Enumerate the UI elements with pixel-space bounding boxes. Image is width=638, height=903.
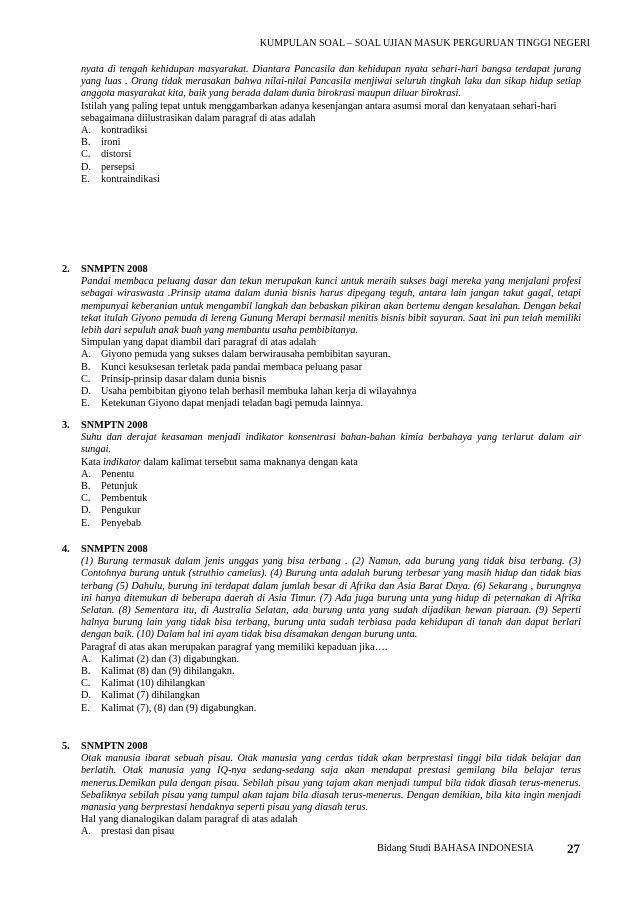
- question-stem: Kata indikator dalam kalimat tersebut sama maknanya dengan kata: [81, 456, 358, 468]
- question-stem: Hal yang dianalogikan dalam paragraf di atas adalah: [81, 814, 298, 826]
- options-list: [81, 654, 581, 715]
- page-header: KUMPULAN SOAL – SOAL UJIAN MASUK PERGURUAN TINGGI NEGERI: [259, 38, 590, 49]
- option: C. distorsi: [81, 149, 132, 161]
- question-number: 3.: [62, 420, 70, 431]
- option: C. Pembentuk: [81, 493, 148, 505]
- question-source: SNMPTN 2008: [81, 741, 148, 752]
- option: B. Kalimat (8) dan (9) dihilangakn.: [81, 666, 235, 678]
- options-list: [81, 469, 581, 530]
- page-number: 27: [567, 841, 580, 856]
- option: C. Kalimat (10) dihilangkan: [81, 678, 206, 690]
- option: B. ironi: [81, 137, 121, 149]
- option: E. Ketekunan Giyono dapat menjadi teladan bagi pemuda lainnya.: [81, 398, 363, 410]
- question-source: SNMPTN 2008: [81, 544, 148, 555]
- option: A. prestasi dan pisau: [81, 826, 175, 838]
- question-stem: Simpulan yang dapat diambil dari paragraf di atas adalah: [81, 337, 317, 349]
- question-stem: Istilah yang paling tepat untuk menggambarkan adanya kesenjangan antara asumsi moral dan kenyataan sehari-hari sebagaimana diilustrasikan dalam paragraf di atas adalah: [81, 100, 557, 124]
- passage: Pandai membaca peluang dasar dan tekun merupakan kunci untuk meraih sukses bagi mereka yang menjalani profesi sebagai wiraswasta .Prinsip utama dalam dunia bisnis harus dipegang teguh, antara lain jangan takut gagal, tetapi mempunyai keberanian untuk mengambil langkah dan bebaskan pikiran akan bertemu dengan kesalahan. Dengan bekal tekat itulah Giyono pemuda di lereng Gunung Merapi bermasil menitis bisnis bibit sayuran. Saat ini pun telah memiliki lebih dari sepuluh anak buah yang membantu usaha pembibitanya.: [81, 276, 581, 337]
- option: B. Kunci kesuksesan terletak pada pandai membaca peluang pasar: [81, 361, 363, 373]
- question-number: 4.: [62, 544, 70, 555]
- question-3: [62, 420, 581, 530]
- options-list: [81, 349, 581, 410]
- option: D. persepsi: [81, 161, 135, 173]
- option: D. Pengukur: [81, 505, 141, 517]
- option: E. kontraindikasi: [81, 173, 160, 185]
- footer-subject: Bidang Studi BAHASA INDONESIA: [376, 843, 534, 854]
- passage: nyata di tengah kehidupan masyarakat. Diantara Pancasila dan kehidupan nyata sehari-hari bangsa terdapat jurang yang luas . Orang tidak merasakan bahwa nilai-nilai Pancasila menjiwai seluruh tingkah laku dan sikap hidup setiap anggota masyarakat kita, baik yang berada dalam dunia birokrasi maupun diluar birokrasi.: [81, 64, 581, 100]
- question-source: SNMPTN 2008: [81, 420, 148, 431]
- question-stem: Paragraf di atas akan merupakan paragraf yang memiliki kepaduan jika….: [81, 641, 388, 653]
- option: E. Penyebab: [81, 517, 142, 529]
- options-list: [81, 125, 581, 186]
- options-list: [81, 826, 581, 838]
- passage: Suhu dan derajat keasaman menjadi indikator konsentrasi bahan-bahan kimia berbahaya yang terlarut dalam air sungai.: [81, 432, 581, 456]
- question-4: [62, 544, 581, 715]
- option: A. Giyono pemuda yang sukses dalam berwirausaha pembibitan sayuran.: [81, 349, 391, 361]
- option: A. Kalimat (2) dan (3) digabungkan.: [81, 653, 240, 665]
- highlighted-word: indikator: [103, 456, 141, 468]
- question-1-continuation: [81, 64, 581, 186]
- option: A. kontradiksi: [81, 125, 148, 137]
- option: D. Usaha pembibitan giyono telah berhasil membuka lahan kerja di wilayahnya: [81, 386, 417, 398]
- option: A. Penentu: [81, 468, 135, 480]
- option: C. Prinsip-prinsip dasar dalam dunia bisnis: [81, 373, 267, 385]
- question-source: SNMPTN 2008: [81, 264, 148, 275]
- question-5: [62, 741, 581, 839]
- option: E. Kalimat (7), (8) dan (9) digabungkan.: [81, 702, 257, 714]
- option: B. Petunjuk: [81, 481, 138, 493]
- question-number: 5.: [62, 741, 70, 752]
- question-number: 2.: [62, 264, 70, 275]
- question-2: [62, 264, 581, 410]
- passage: (1) Burung termasuk dalam jenis unggas yang bisa terbang . (2) Namun, ada burung yang tidak bisa terbang. (3) Contohnya burung untuk (struthio camelus). (4) Burung unta adalah burung terbesar yang masih hidup dan tidak bias terbang (5) Dahulu, burung ini terdapat dalam jumlah besar di Afrika dan Asia Barat Daya. (6) Sekarang , burungnya ini hanya ditemukan di beberapa daerah di Asia Timur. (7) Ada juga burung unta yang hidup di peternakan di Afrika Selatan. (8) Sementara itu, di Australia Selatan, ada burung unta yang sudah dijadikan hewan piaraan. (9) Seperti halnya burung lain yang tidak bisa terbang, burung unta sudah terbiasa pada kehidupan di tanah dan dapat berlari dengan baik. (10) Dalam hal ini ayam tidak bisa disamakan dengan burung unta.: [81, 556, 581, 641]
- passage: Otak manusia ibarat sebuah pisau. Otak manusia yang cerdas tidak akan berprestasi tinggi bila tidak belajar dan berlatih. Otak manusia yang IQ-nya sedang-sedang saja akan mendapat prestasi gemilang bila belajar terus menerus.Demikan pula dengan pisau. Sebilah pisau yang tajam akan menjadi tumpul bila tidak diasah terus-menerus. Sebaliknya sebilah pisau yang tumpul akan tajam bila diasah terus-menerus. Dengan demikian, bila kita ingin menjadi manusia yang berprestasi hendaknya seperti pisau yang diasah terus.: [81, 753, 581, 814]
- option: D. Kalimat (7) dihilangkan: [81, 690, 200, 702]
